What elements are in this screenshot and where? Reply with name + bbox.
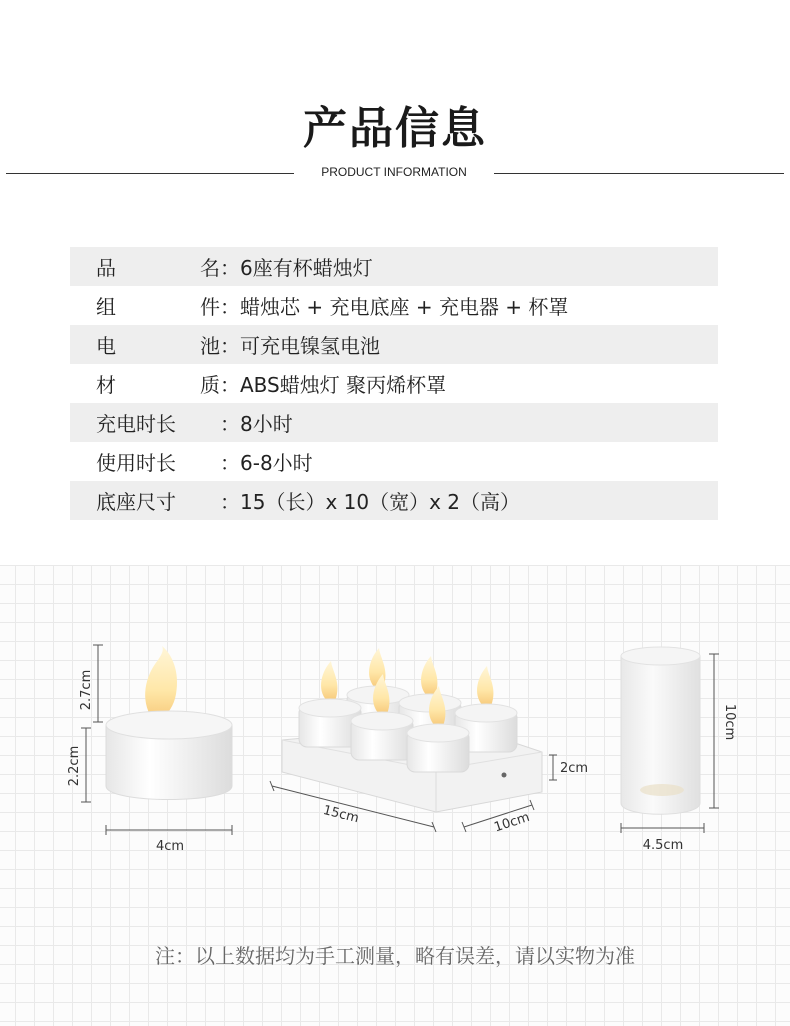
spec-label-char: 材 — [96, 373, 116, 397]
spec-colon: ： — [220, 295, 240, 319]
page-title: 产品信息 — [303, 103, 487, 154]
spec-colon: ： — [220, 373, 240, 397]
spec-value: 15（长）x 10（宽）x 2（高） — [240, 490, 521, 514]
dim-label-cup-width: 4.5cm — [642, 838, 684, 853]
spec-colon: ： — [220, 334, 240, 358]
spec-label-char: 使用时长 — [96, 451, 176, 475]
spec-value: 可充电镍氢电池 — [240, 334, 380, 358]
spec-label-char: 充电时长 — [96, 412, 176, 436]
dim-label-flame-height: 2.7cm — [79, 669, 94, 711]
page-subtitle: PRODUCT INFORMATION — [321, 165, 467, 179]
dim-label-base-length: 15cm — [321, 802, 361, 827]
spec-colon: ： — [220, 412, 240, 436]
spec-value: ABS蜡烛灯 聚丙烯杯罩 — [240, 373, 447, 397]
tealight-candle-illustration — [106, 646, 232, 800]
spec-label-char: 质 — [200, 373, 220, 397]
spec-colon: ： — [220, 256, 240, 280]
charging-base-illustration — [282, 648, 542, 812]
spec-colon: ： — [220, 451, 240, 475]
spec-label-char: 名 — [200, 256, 220, 280]
spec-label-char: 组 — [96, 295, 116, 319]
spec-value: 8小时 — [240, 412, 293, 436]
dim-label-cup-height: 10cm — [722, 703, 737, 741]
dim-label-candle-width: 4cm — [155, 839, 185, 854]
spec-value: 蜡烛芯 + 充电底座 + 充电器 + 杯罩 — [240, 295, 569, 319]
spec-value: 6-8小时 — [240, 451, 313, 475]
dim-label-base-width: 10cm — [492, 809, 532, 836]
dim-label-body-height: 2.2cm — [67, 745, 82, 787]
spec-label-char: 底座尺寸 — [96, 490, 176, 514]
spec-label-char: 电 — [96, 334, 116, 358]
spec-colon: ： — [220, 490, 240, 514]
spec-value: 6座有杯蜡烛灯 — [240, 256, 373, 280]
measurement-note: 注：以上数据均为手工测量，略有误差，请以实物为准 — [155, 944, 635, 968]
spec-label-char: 品 — [96, 256, 116, 280]
spec-label-char: 池 — [200, 334, 220, 358]
spec-label-char: 件 — [200, 295, 220, 319]
cup-cover-illustration — [621, 647, 700, 814]
dim-label-base-height: 2cm — [559, 761, 589, 776]
